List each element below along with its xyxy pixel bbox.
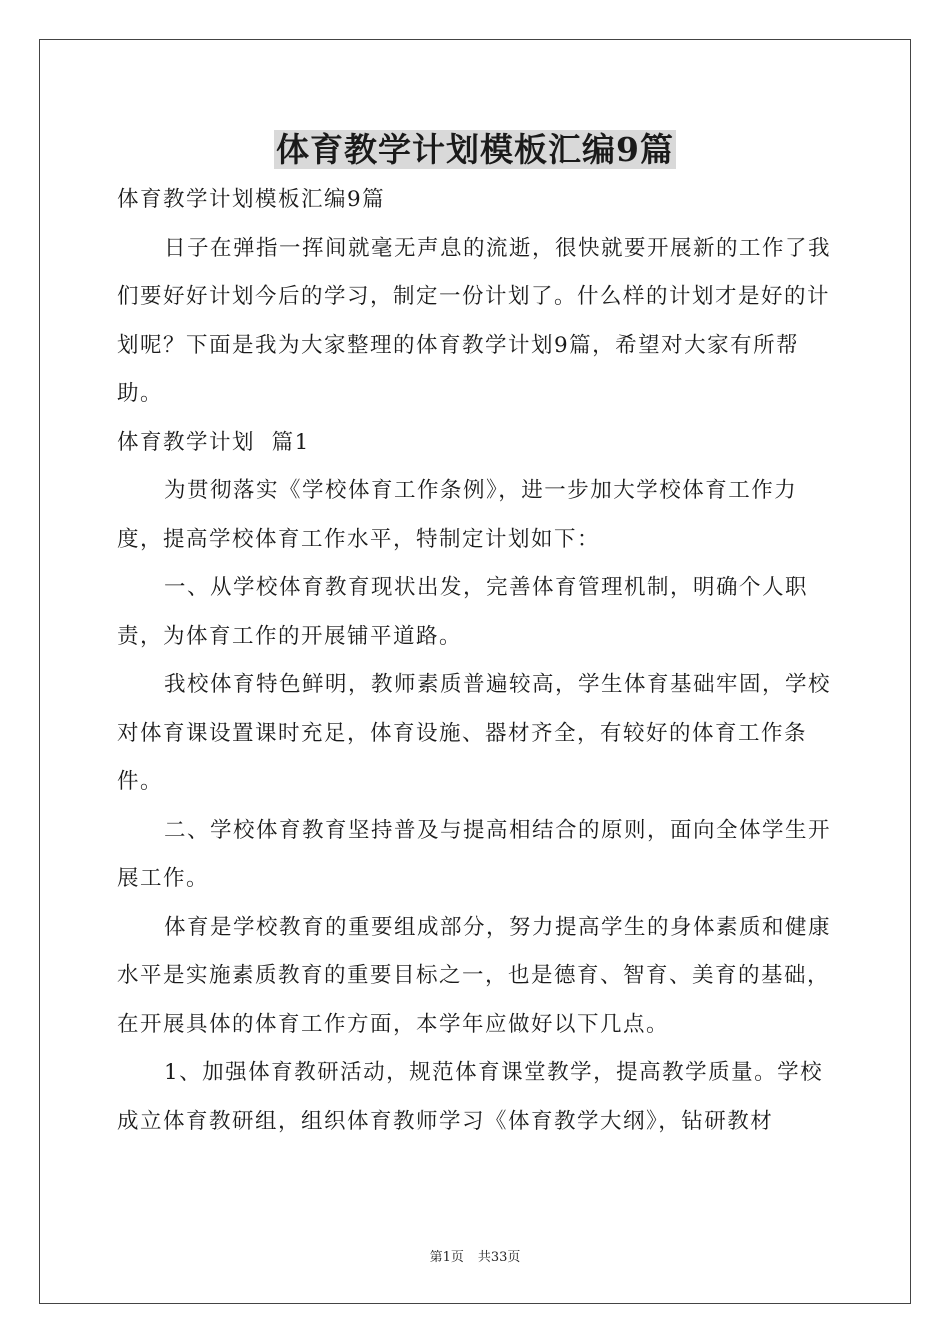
- paragraph: 体育是学校教育的重要组成部分，努力提高学生的身体素质和健康水平是实施素质教育的重要目标之一，也是德育、智育、美育的基础，在开展具体的体育工作方面，本学年应做好以下几点。: [117, 914, 832, 1037]
- paragraph: 一、从学校体育教育现状出发，完善体育管理机制，明确个人职责，为体育工作的开展铺平道路。: [117, 575, 809, 649]
- page-total: 共33页: [477, 1250, 521, 1265]
- page-number: 第1页: [429, 1250, 464, 1265]
- document-body: [117, 176, 833, 1146]
- paragraph: 日子在弹指一挥间就毫无声息的流逝，很快就要开展新的工作了我们要好好计划今后的学习，制定一份计划了。什么样的计划才是好的计划呢？下面是我为大家整理的体育教学计划9篇，希望对大家有所帮助。: [117, 235, 832, 406]
- paragraph: 为贯彻落实《学校体育工作条例》，进一步加大学校体育工作力度，提高学校体育工作水平，特制定计划如下：: [117, 478, 798, 552]
- page-footer: [0, 1246, 950, 1265]
- section-heading: 体育教学计划 篇1: [117, 429, 310, 455]
- paragraph: 我校体育特色鲜明，教师素质普遍较高，学生体育基础牢固，学校对体育课设置课时充足，体育设施、器材齐全，有较好的体育工作条件。: [117, 672, 832, 794]
- document-title: [0, 128, 950, 172]
- paragraph-heading: 体育教学计划模板汇编9篇: [117, 187, 386, 212]
- paragraph: 二、学校体育教育坚持普及与提高相结合的原则，面向全体学生开展工作。: [117, 817, 832, 891]
- document-title-text: 体育教学计划模板汇编9篇: [276, 130, 674, 169]
- paragraph: 1、加强体育教研活动，规范体育课堂教学，提高教学质量。学校成立体育教研组，组织体育教师学习《体育教学大纲》，钻研教材: [117, 1060, 824, 1134]
